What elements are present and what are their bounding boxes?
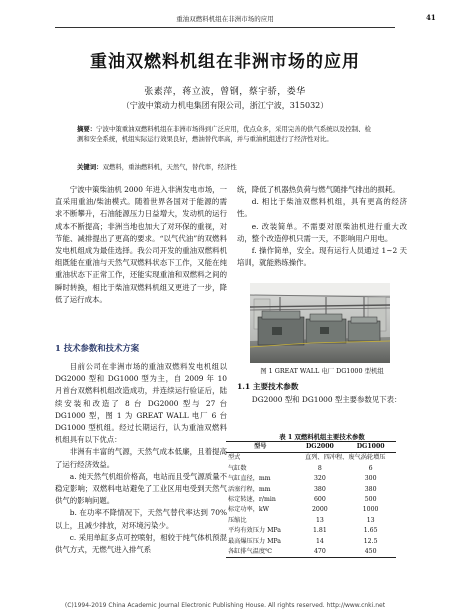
affiliation: （宁波中策动力机电集团有限公司，浙江宁波，315032）	[121, 101, 329, 110]
generator-photo	[250, 283, 390, 363]
header-cell: DG2000	[295, 442, 346, 453]
table-header-row	[226, 442, 396, 453]
table-cell: 13	[366, 516, 375, 524]
advantage-item-c: c. 采用单缸多点可控喷射，相较于纯气体机预混供气方式，无燃气进入排气系	[55, 532, 227, 555]
table-row	[226, 526, 396, 536]
right-column-text	[237, 184, 407, 269]
table-cell: 320	[313, 475, 326, 483]
table-cell: 平均有效压力 MPa	[228, 527, 282, 535]
keywords-label: 关键词：	[77, 163, 103, 171]
advantage-item-a: a. 纯天然气机组价格高，电站而且受气源质量不稳定影响；双燃料电站避免了工业区用电受到天然气供气的影响问题。	[55, 471, 227, 506]
subsection-paragraph: DG2000 型和 DG1000 型主要参数见下表：	[251, 395, 402, 404]
spec-table	[226, 441, 396, 558]
subsection-heading: 1.1 主要技术参数	[237, 382, 299, 391]
table-cell: 标定转速，r/min	[228, 496, 276, 504]
copyright-footer: (C)1994-2019 China Academic Journal Electronic Publishing House. All rights reserved. http://www.cnki.net	[64, 602, 386, 609]
table-row	[226, 474, 396, 484]
header-rule	[55, 27, 395, 28]
table-row	[226, 485, 396, 495]
table-cell: 380	[364, 485, 377, 493]
table-row	[226, 453, 396, 464]
table-row	[226, 505, 396, 515]
keywords-text: 双燃料，重油燃料机，天然气，替代率，经济性	[102, 163, 237, 171]
table-cell: 活塞行程，mm	[228, 485, 271, 493]
advantages-intro: 非洲有丰富的气源，天然气成本低廉，且着提高了运行经济效益。	[55, 447, 227, 469]
table-cell: 气缸直径，mm	[228, 475, 271, 483]
table-cell: 1.81	[312, 527, 327, 535]
intro-paragraph: 宁波中策柴油机 2000 年进入非洲发电市场，一直采用重油/柴油模式。随着世界各国对于能源的需求不断攀升，石油能源压力日益增大，发动机的运行成本不断提高；非洲当地也加大了对环保的重视，对节能、减排提出了更高的要求。“以气代油”的双燃料发电机组成为最佳选择。我公司开发的重油双燃料机组既能在重油与天然气双燃料状态下工作，又能在纯重油状态下正常工作，还能实现重油和双燃料之间的瞬时转换，相比于柴油双燃料机组又更进了一步，降低了运行成本。	[55, 185, 227, 304]
table-cell: 8	[317, 464, 322, 472]
abstract-text: 宁波中策重油双燃料机组在非洲市场得到广泛应用，优点众多，采用完善的供气系统以及控制、检测和安全系统，机组实际运行效果良好，燃油替代率高，并与重油机组进行了经济性对比。	[77, 125, 371, 143]
page-number: 41	[426, 13, 436, 22]
table-cell: 300	[364, 475, 377, 483]
advantage-item-f: f. 操作简单，安全。现有运行人员通过 1~2 天培训，就能熟练操作。	[237, 246, 407, 268]
figure-caption: 图 1 GREAT WALL 电厂 DG1000 型机组	[260, 367, 384, 375]
abstract-label: 摘要：	[77, 125, 97, 133]
table-cell: 13	[315, 516, 324, 524]
table-cell: 2000	[312, 506, 328, 514]
running-header-title: 重油双燃料机组在非洲市场的应用	[176, 15, 274, 23]
table-row	[226, 516, 396, 526]
table-row	[226, 537, 396, 547]
paper-title: 重油双燃料机组在非洲市场的应用	[90, 52, 360, 72]
table-cell: 气缸数	[228, 464, 247, 472]
advantage-item-e: e. 改装简单。不需要对原柴油机进行重大改动，整个改造停机只需一天，不影响用户用电。	[237, 221, 407, 243]
table-row	[226, 464, 396, 474]
table-cell: 450	[345, 547, 396, 558]
author-list: 张素萍，蒋立波，曾钢，蔡宇骄，娄华	[144, 87, 306, 97]
table-cell: 14	[315, 537, 324, 545]
table-caption: 表 1 双燃料机组主要技术参数	[279, 433, 365, 441]
table-cell: 标定功率，kW	[228, 506, 270, 514]
section-1-paragraph: 目前公司在非洲市场的重油双燃料发电机组以 DG2000 型和 DG1000 型为主，自 2009 年 10 月首台双燃料机组改造成功，并连续运行验证后，陆续安装和改造了 8 台 DG2000 型与 27 台 DG1000 型，图 1 为 GREAT WALL 电厂 6 台 DG1000 型机组。经过长期运行，认为重油双燃料机组具有以下优点：	[55, 362, 227, 445]
table-cell: 380	[313, 485, 326, 493]
header-cell: DG1000	[345, 442, 396, 453]
table-cell: 型式	[228, 454, 241, 462]
table-cell: 600	[313, 496, 326, 504]
table-cell: 直列、四冲程、废气涡轮增压	[305, 454, 386, 462]
subsection-body	[237, 394, 407, 406]
section-1-body	[55, 361, 227, 556]
advantage-item-b: b. 在功率不降情况下，天然气替代率达到 70%以上，且减少排放，对环境污染少。	[55, 508, 227, 530]
right-paragraph-continued: 统，降低了机器热负荷与燃气随排气排出的损耗。	[237, 185, 400, 194]
abstract	[77, 124, 377, 144]
section-1-heading: 1 技术参数和技术方案	[55, 343, 140, 353]
table-row	[226, 547, 396, 558]
table-cell: 最高爆压压力 MPa	[228, 537, 282, 545]
advantage-item-d: d. 相比于柴油双燃料机组，具有更高的经济性。	[237, 197, 407, 219]
table-cell: 1.65	[363, 527, 378, 535]
table-cell: 压缩比	[228, 516, 247, 524]
table-cell: 1000	[362, 506, 379, 514]
table-row	[226, 495, 396, 505]
intro-section	[55, 184, 227, 306]
header-cell: 型号	[226, 442, 295, 453]
table-cell: 470	[295, 547, 346, 558]
keywords	[77, 162, 377, 172]
table-cell: 500	[364, 496, 377, 504]
table-cell: 6	[368, 464, 373, 472]
table-cell: 12.5	[363, 537, 378, 545]
table-cell: 各缸排气温度℃	[226, 547, 295, 558]
